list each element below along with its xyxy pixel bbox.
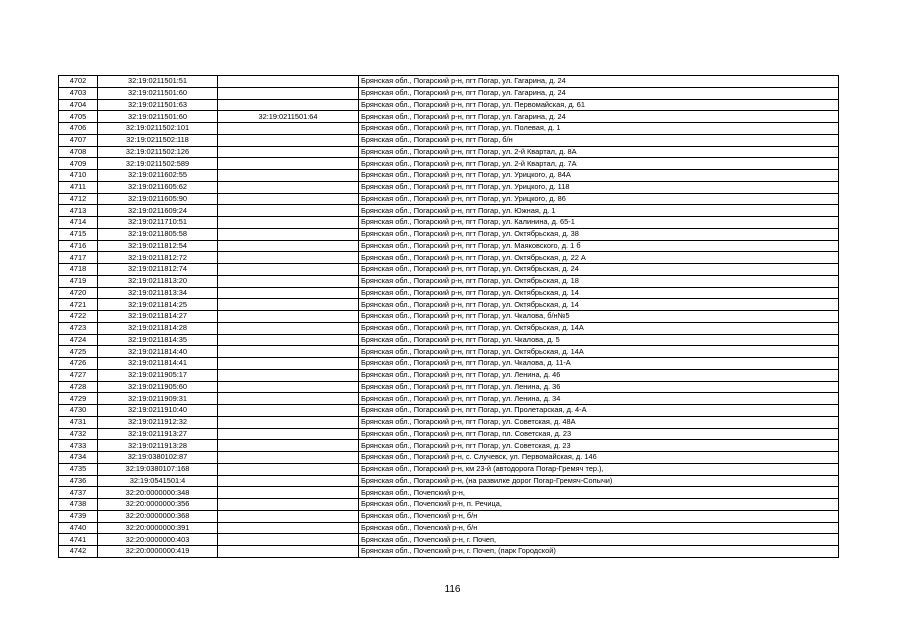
cadastral-number-cell: 32:19:0211501:51 — [98, 76, 218, 88]
table-row — [59, 322, 839, 334]
row-number-cell: 4741 — [59, 534, 98, 546]
row-number-cell: 4735 — [59, 463, 98, 475]
row-number-cell: 4710 — [59, 170, 98, 182]
row-number-cell: 4724 — [59, 334, 98, 346]
cadastral-number-cell: 32:20:0000000:403 — [98, 534, 218, 546]
address-cell: Брянская обл., Погарский р-н, пгт Погар, ул. Ленина, д. 34 — [359, 393, 839, 405]
table-row — [59, 252, 839, 264]
related-cadastral-number-cell: 32:19:0211501:64 — [218, 111, 359, 123]
related-cadastral-number-cell — [218, 99, 359, 111]
row-number-cell: 4709 — [59, 158, 98, 170]
cadastral-number-cell: 32:19:0380107:168 — [98, 463, 218, 475]
cadastral-number-cell: 32:19:0211905:17 — [98, 369, 218, 381]
table-row — [59, 240, 839, 252]
related-cadastral-number-cell — [218, 228, 359, 240]
row-number-cell: 4719 — [59, 275, 98, 287]
address-cell: Брянская обл., Погарский р-н, пгт Погар, ул. 2-й Квартал, д. 7А — [359, 158, 839, 170]
cadastral-number-cell: 32:19:0211814:41 — [98, 358, 218, 370]
cadastral-number-cell: 32:20:0000000:348 — [98, 487, 218, 499]
address-cell: Брянская обл., Погарский р-н, пгт Погар, ул. Урицкого, д. 86 — [359, 193, 839, 205]
row-number-cell: 4728 — [59, 381, 98, 393]
cadastral-number-cell: 32:20:0000000:391 — [98, 522, 218, 534]
row-number-cell: 4716 — [59, 240, 98, 252]
cadastral-number-cell: 32:19:0211501:60 — [98, 111, 218, 123]
cadastral-number-cell: 32:19:0380102:87 — [98, 452, 218, 464]
row-number-cell: 4723 — [59, 322, 98, 334]
cadastral-number-cell: 32:20:0000000:368 — [98, 510, 218, 522]
address-cell: Брянская обл., Почепский р-н, п. Речица, — [359, 499, 839, 511]
cadastral-number-cell: 32:19:0211913:28 — [98, 440, 218, 452]
table-row — [59, 111, 839, 123]
related-cadastral-number-cell — [218, 123, 359, 135]
row-number-cell: 4738 — [59, 499, 98, 511]
table-row — [59, 487, 839, 499]
cadastral-table — [58, 75, 839, 558]
address-cell: Брянская обл., Погарский р-н, пгт Погар, ул. Первомайская, д. 61 — [359, 99, 839, 111]
row-number-cell: 4715 — [59, 228, 98, 240]
row-number-cell: 4732 — [59, 428, 98, 440]
row-number-cell: 4711 — [59, 181, 98, 193]
address-cell: Брянская обл., Погарский р-н, пгт Погар, ул. Урицкого, д. 118 — [359, 181, 839, 193]
table-row — [59, 299, 839, 311]
address-cell: Брянская обл., Погарский р-н, пгт Погар, ул. Чкалова, б/н№5 — [359, 311, 839, 323]
cadastral-number-cell: 32:19:0211814:27 — [98, 311, 218, 323]
cadastral-number-cell: 32:19:0211805:58 — [98, 228, 218, 240]
row-number-cell: 4736 — [59, 475, 98, 487]
row-number-cell: 4725 — [59, 346, 98, 358]
address-cell: Брянская обл., Погарский р-н, пгт Погар, ул. Гагарина, д. 24 — [359, 76, 839, 88]
related-cadastral-number-cell — [218, 322, 359, 334]
table-row — [59, 440, 839, 452]
related-cadastral-number-cell — [218, 264, 359, 276]
table-row — [59, 381, 839, 393]
cadastral-number-cell: 32:20:0000000:356 — [98, 499, 218, 511]
table-row — [59, 358, 839, 370]
cadastral-number-cell: 32:19:0541501:4 — [98, 475, 218, 487]
row-number-cell: 4739 — [59, 510, 98, 522]
table-row — [59, 76, 839, 88]
row-number-cell: 4705 — [59, 111, 98, 123]
address-cell: Брянская обл., Погарский р-н, пгт Погар, ул. Урицкого, д. 84А — [359, 170, 839, 182]
table-row — [59, 534, 839, 546]
address-cell: Брянская обл., Погарский р-н, пгт Погар, ул. Октябрьская, д. 24 — [359, 264, 839, 276]
row-number-cell: 4722 — [59, 311, 98, 323]
address-cell: Брянская обл., Погарский р-н, пгт Погар, ул. Октябрьская, д. 14А — [359, 346, 839, 358]
cadastral-number-cell: 32:20:0000000:419 — [98, 546, 218, 558]
address-cell: Брянская обл., Погарский р-н, пгт Погар, ул. Чкалова, д. 11-А — [359, 358, 839, 370]
table-row — [59, 264, 839, 276]
row-number-cell: 4742 — [59, 546, 98, 558]
related-cadastral-number-cell — [218, 487, 359, 499]
address-cell: Брянская обл., Погарский р-н, пгт Погар, пл. Советская, д. 23 — [359, 428, 839, 440]
row-number-cell: 4734 — [59, 452, 98, 464]
cadastral-number-cell: 32:19:0211605:62 — [98, 181, 218, 193]
table-row — [59, 334, 839, 346]
address-cell: Брянская обл., Погарский р-н, пгт Погар, ул. Октябрьская, д. 14 — [359, 287, 839, 299]
related-cadastral-number-cell — [218, 252, 359, 264]
table-row — [59, 475, 839, 487]
row-number-cell: 4703 — [59, 87, 98, 99]
row-number-cell: 4721 — [59, 299, 98, 311]
related-cadastral-number-cell — [218, 381, 359, 393]
cadastral-number-cell: 32:19:0211605:90 — [98, 193, 218, 205]
cadastral-number-cell: 32:19:0211812:74 — [98, 264, 218, 276]
table-row — [59, 146, 839, 158]
table-row — [59, 416, 839, 428]
address-cell: Брянская обл., Погарский р-н, пгт Погар, ул. Гагарина, д. 24 — [359, 111, 839, 123]
table-row — [59, 158, 839, 170]
table-row — [59, 193, 839, 205]
cadastral-number-cell: 32:19:0211814:28 — [98, 322, 218, 334]
address-cell: Брянская обл., Почепский р-н, б/н — [359, 510, 839, 522]
related-cadastral-number-cell — [218, 299, 359, 311]
related-cadastral-number-cell — [218, 416, 359, 428]
cadastral-number-cell: 32:19:0211905:60 — [98, 381, 218, 393]
cadastral-number-cell: 32:19:0211814:25 — [98, 299, 218, 311]
table-row — [59, 463, 839, 475]
table-row — [59, 522, 839, 534]
address-cell: Брянская обл., Погарский р-н, пгт Погар, ул. Советская, д. 23 — [359, 440, 839, 452]
table-row — [59, 228, 839, 240]
related-cadastral-number-cell — [218, 76, 359, 88]
table-row — [59, 275, 839, 287]
cadastral-number-cell: 32:19:0211502:101 — [98, 123, 218, 135]
table-row — [59, 452, 839, 464]
table-row — [59, 405, 839, 417]
address-cell: Брянская обл., Погарский р-н, пгт Погар, ул. Гагарина, д. 24 — [359, 87, 839, 99]
related-cadastral-number-cell — [218, 87, 359, 99]
related-cadastral-number-cell — [218, 440, 359, 452]
table-row — [59, 134, 839, 146]
related-cadastral-number-cell — [218, 393, 359, 405]
address-cell: Брянская обл., Погарский р-н, пгт Погар, ул. Ленина, д. 36 — [359, 381, 839, 393]
table-row — [59, 217, 839, 229]
row-number-cell: 4717 — [59, 252, 98, 264]
related-cadastral-number-cell — [218, 240, 359, 252]
row-number-cell: 4720 — [59, 287, 98, 299]
row-number-cell: 4714 — [59, 217, 98, 229]
related-cadastral-number-cell — [218, 405, 359, 417]
address-cell: Брянская обл., Погарский р-н, пгт Погар, ул. Маяковского, д. 1 б — [359, 240, 839, 252]
related-cadastral-number-cell — [218, 499, 359, 511]
table-row — [59, 287, 839, 299]
related-cadastral-number-cell — [218, 463, 359, 475]
related-cadastral-number-cell — [218, 217, 359, 229]
row-number-cell: 4707 — [59, 134, 98, 146]
row-number-cell: 4713 — [59, 205, 98, 217]
address-cell: Брянская обл., Почепский р-н, — [359, 487, 839, 499]
cadastral-number-cell: 32:19:0211814:35 — [98, 334, 218, 346]
table-row — [59, 369, 839, 381]
table-row — [59, 87, 839, 99]
address-cell: Брянская обл., Погарский р-н, с. Случевск, ул. Первомайская, д. 146 — [359, 452, 839, 464]
related-cadastral-number-cell — [218, 546, 359, 558]
cadastral-number-cell: 32:19:0211609:24 — [98, 205, 218, 217]
row-number-cell: 4731 — [59, 416, 98, 428]
row-number-cell: 4706 — [59, 123, 98, 135]
related-cadastral-number-cell — [218, 158, 359, 170]
table-row — [59, 181, 839, 193]
row-number-cell: 4708 — [59, 146, 98, 158]
address-cell: Брянская обл., Погарский р-н, пгт Погар, ул. Октябрьская, д. 38 — [359, 228, 839, 240]
table-body — [59, 76, 839, 558]
address-cell: Брянская обл., Погарский р-н, пгт Погар, ул. Октябрьская, д. 22 А — [359, 252, 839, 264]
related-cadastral-number-cell — [218, 346, 359, 358]
table-row — [59, 428, 839, 440]
row-number-cell: 4729 — [59, 393, 98, 405]
address-cell: Брянская обл., Погарский р-н, пгт Погар, ул. Полевая, д. 1 — [359, 123, 839, 135]
related-cadastral-number-cell — [218, 146, 359, 158]
table-row — [59, 510, 839, 522]
related-cadastral-number-cell — [218, 475, 359, 487]
row-number-cell: 4718 — [59, 264, 98, 276]
cadastral-number-cell: 32:19:0211913:27 — [98, 428, 218, 440]
cadastral-number-cell: 32:19:0211813:34 — [98, 287, 218, 299]
address-cell: Брянская обл., Погарский р-н, пгт Погар, ул. 2-й Квартал, д. 8А — [359, 146, 839, 158]
related-cadastral-number-cell — [218, 428, 359, 440]
address-cell: Брянская обл., Погарский р-н, пгт Погар, ул. Чкалова, д. 5 — [359, 334, 839, 346]
related-cadastral-number-cell — [218, 510, 359, 522]
address-cell: Брянская обл., Почепский р-н, г. Почеп, (парк Городской) — [359, 546, 839, 558]
address-cell: Брянская обл., Погарский р-н, пгт Погар, ул. Советская, д. 48А — [359, 416, 839, 428]
address-cell: Брянская обл., Погарский р-н, км 23-й (автодорога Погар-Гремяч тер.), — [359, 463, 839, 475]
address-cell: Брянская обл., Почепский р-н, б/н — [359, 522, 839, 534]
cadastral-number-cell: 32:19:0211813:20 — [98, 275, 218, 287]
address-cell: Брянская обл., Погарский р-н, пгт Погар, ул. Ленина, д. 46 — [359, 369, 839, 381]
row-number-cell: 4704 — [59, 99, 98, 111]
address-cell: Брянская обл., Погарский р-н, пгт Погар, ул. Октябрьская, д. 18 — [359, 275, 839, 287]
row-number-cell: 4712 — [59, 193, 98, 205]
row-number-cell: 4740 — [59, 522, 98, 534]
related-cadastral-number-cell — [218, 334, 359, 346]
cadastral-number-cell: 32:19:0211912:32 — [98, 416, 218, 428]
address-cell: Брянская обл., Почепский р-н, г. Почеп, — [359, 534, 839, 546]
address-cell: Брянская обл., Погарский р-н, пгт Погар, б/н — [359, 134, 839, 146]
row-number-cell: 4733 — [59, 440, 98, 452]
address-cell: Брянская обл., Погарский р-н, пгт Погар, ул. Октябрьская, д. 14 — [359, 299, 839, 311]
address-cell: Брянская обл., Погарский р-н, пгт Погар, ул. Октябрьская, д. 14А — [359, 322, 839, 334]
cadastral-number-cell: 32:19:0211710:51 — [98, 217, 218, 229]
related-cadastral-number-cell — [218, 311, 359, 323]
related-cadastral-number-cell — [218, 287, 359, 299]
row-number-cell: 4737 — [59, 487, 98, 499]
related-cadastral-number-cell — [218, 452, 359, 464]
table-row — [59, 499, 839, 511]
cadastral-number-cell: 32:19:0211812:72 — [98, 252, 218, 264]
table-row — [59, 346, 839, 358]
table-row — [59, 123, 839, 135]
related-cadastral-number-cell — [218, 369, 359, 381]
address-cell: Брянская обл., Погарский р-н, пгт Погар, ул. Пролетарская, д. 4-А — [359, 405, 839, 417]
related-cadastral-number-cell — [218, 275, 359, 287]
cadastral-number-cell: 32:19:0211502:589 — [98, 158, 218, 170]
address-cell: Брянская обл., Погарский р-н, пгт Погар, ул. Южная, д. 1 — [359, 205, 839, 217]
row-number-cell: 4730 — [59, 405, 98, 417]
row-number-cell: 4702 — [59, 76, 98, 88]
row-number-cell: 4727 — [59, 369, 98, 381]
table-row — [59, 393, 839, 405]
related-cadastral-number-cell — [218, 205, 359, 217]
cadastral-number-cell: 32:19:0211909:31 — [98, 393, 218, 405]
related-cadastral-number-cell — [218, 134, 359, 146]
related-cadastral-number-cell — [218, 522, 359, 534]
row-number-cell: 4726 — [59, 358, 98, 370]
table-row — [59, 99, 839, 111]
cadastral-number-cell: 32:19:0211602:55 — [98, 170, 218, 182]
cadastral-number-cell: 32:19:0211910:40 — [98, 405, 218, 417]
related-cadastral-number-cell — [218, 358, 359, 370]
table-row — [59, 205, 839, 217]
related-cadastral-number-cell — [218, 170, 359, 182]
cadastral-number-cell: 32:19:0211501:63 — [98, 99, 218, 111]
table-row — [59, 311, 839, 323]
cadastral-number-cell: 32:19:0211814:40 — [98, 346, 218, 358]
address-cell: Брянская обл., Погарский р-н, (на развилке дорог Погар-Гремяч-Сопычи) — [359, 475, 839, 487]
cadastral-number-cell: 32:19:0211501:60 — [98, 87, 218, 99]
cadastral-number-cell: 32:19:0211502:126 — [98, 146, 218, 158]
page-number: 116 — [444, 584, 461, 595]
table-row — [59, 546, 839, 558]
table-row — [59, 170, 839, 182]
cadastral-table-container — [58, 75, 838, 558]
cadastral-number-cell: 32:19:0211502:118 — [98, 134, 218, 146]
related-cadastral-number-cell — [218, 181, 359, 193]
address-cell: Брянская обл., Погарский р-н, пгт Погар, ул. Калинина, д. 65-1 — [359, 217, 839, 229]
related-cadastral-number-cell — [218, 193, 359, 205]
cadastral-number-cell: 32:19:0211812:54 — [98, 240, 218, 252]
related-cadastral-number-cell — [218, 534, 359, 546]
